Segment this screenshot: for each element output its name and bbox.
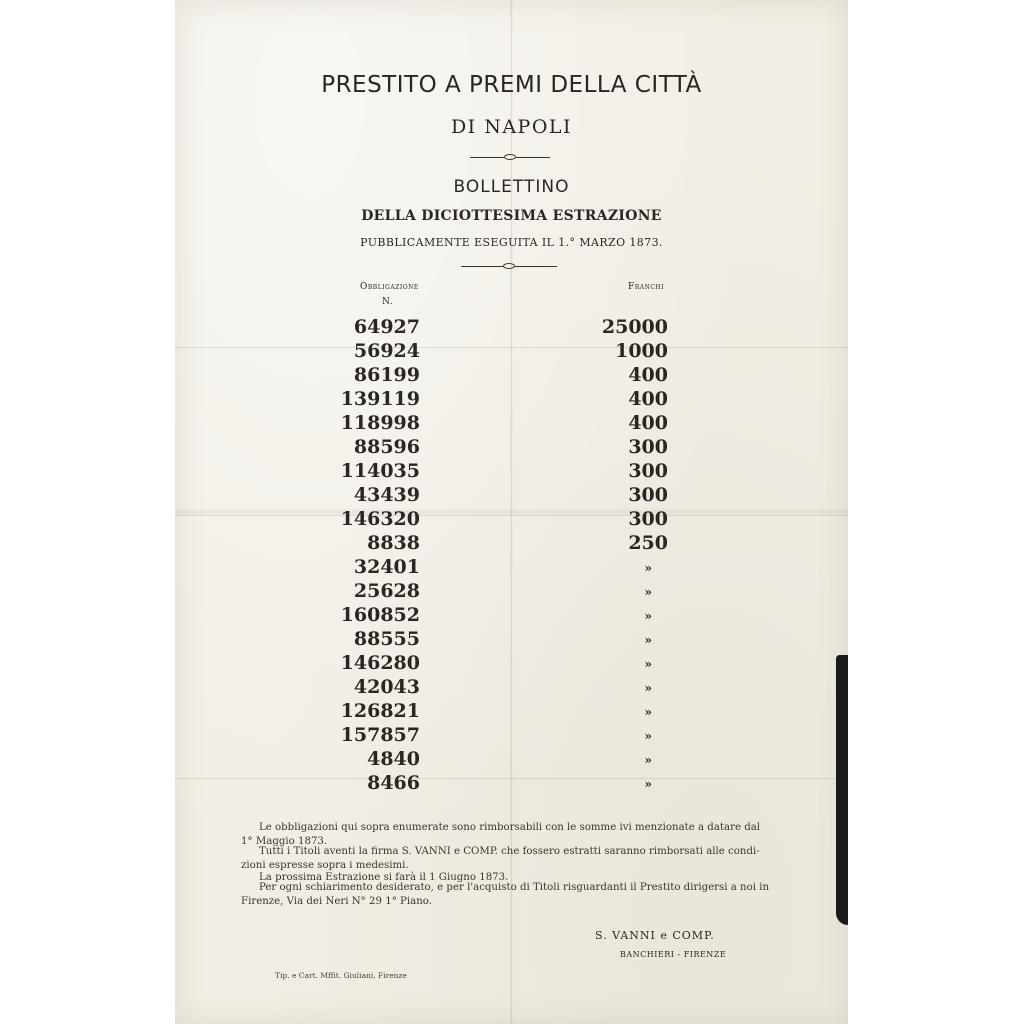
bond-number: 64927 [353, 316, 420, 338]
prize-amount: 400 [628, 412, 668, 434]
prize-amount: » [644, 561, 652, 575]
bond-number: 25628 [353, 580, 420, 602]
bond-number: 114035 [340, 460, 420, 482]
bond-number: 88596 [353, 436, 420, 458]
signature-name: S. VANNI e COMP. [595, 929, 715, 942]
bond-number: 8466 [367, 772, 420, 794]
note-line: zioni espresse sopra i medesimi. [241, 860, 409, 871]
bond-number: 126821 [340, 700, 420, 722]
prize-amount: 250 [628, 532, 668, 554]
bond-number: 32401 [353, 556, 420, 578]
document-title: PRESTITO A PREMI DELLA CITTÀ [321, 72, 702, 98]
bond-number: 86199 [353, 364, 420, 386]
prize-amount: 25000 [601, 316, 668, 338]
prize-amount: » [644, 753, 652, 767]
ornament-divider [470, 154, 550, 161]
document-sheet [175, 0, 848, 1024]
signature-role: BANCHIERI - FIRENZE [620, 950, 727, 959]
ornament-divider [461, 263, 557, 270]
prize-amount: 1000 [615, 340, 668, 362]
prize-amount: 300 [628, 436, 668, 458]
bond-number: 157857 [340, 724, 420, 746]
prize-amount: » [644, 585, 652, 599]
prize-amount: » [644, 705, 652, 719]
bond-number: 146280 [340, 652, 420, 674]
prize-amount: 400 [628, 388, 668, 410]
column-header-francs: Franchi [628, 282, 665, 292]
prize-amount: » [644, 609, 652, 623]
prize-amount: » [644, 729, 652, 743]
note-line: 1° Maggio 1873. [241, 836, 328, 847]
bond-number: 43439 [353, 484, 420, 506]
column-header-bond-number: N. [382, 297, 394, 307]
bond-number: 139119 [340, 388, 420, 410]
torn-edge [836, 655, 848, 925]
bond-number: 4840 [367, 748, 420, 770]
column-header-bond: Obbligazione [360, 282, 419, 292]
note-line: Firenze, Via dei Neri N° 29 1° Piano. [241, 896, 432, 907]
prize-amount: 400 [628, 364, 668, 386]
bond-number: 146320 [340, 508, 420, 530]
bond-number: 8838 [367, 532, 420, 554]
prize-amount: 300 [628, 484, 668, 506]
prize-amount: 300 [628, 460, 668, 482]
bulletin-subheading: DELLA DICIOTTESIMA ESTRAZIONE [361, 208, 662, 224]
bulletin-heading: BOLLETTINO [453, 177, 570, 197]
bond-number: 118998 [340, 412, 420, 434]
bond-number: 88555 [353, 628, 420, 650]
bond-number: 42043 [353, 676, 420, 698]
prize-amount: 300 [628, 508, 668, 530]
bond-number: 160852 [340, 604, 420, 626]
extraction-date: PUBBLICAMENTE ESEGUITA IL 1.° MARZO 1873. [360, 236, 663, 249]
prize-amount: » [644, 657, 652, 671]
prize-amount: » [644, 681, 652, 695]
document-subtitle: DI NAPOLI [450, 116, 573, 138]
note-line: Le obbligazioni qui sopra enumerate sono rimborsabili con le somme ivi menzionate a datare dal [259, 822, 761, 833]
prize-amount: » [644, 777, 652, 791]
note-line: Tutti i Titoli aventi la firma S. VANNI e COMP. che fossero estratti saranno rimborsati alle condi- [259, 846, 760, 857]
note-line: La prossima Estrazione si farà il 1 Giugno 1873. [259, 872, 509, 883]
bond-number: 56924 [353, 340, 420, 362]
printer-imprint: Tip. e Cart. Mffit. Giuliani, Firenze [275, 971, 407, 980]
note-line: Per ogni schiarimento desiderato, e per l'acquisto di Titoli risguardanti il Prestito dirigersi a noi in [259, 882, 770, 893]
prize-amount: » [644, 633, 652, 647]
